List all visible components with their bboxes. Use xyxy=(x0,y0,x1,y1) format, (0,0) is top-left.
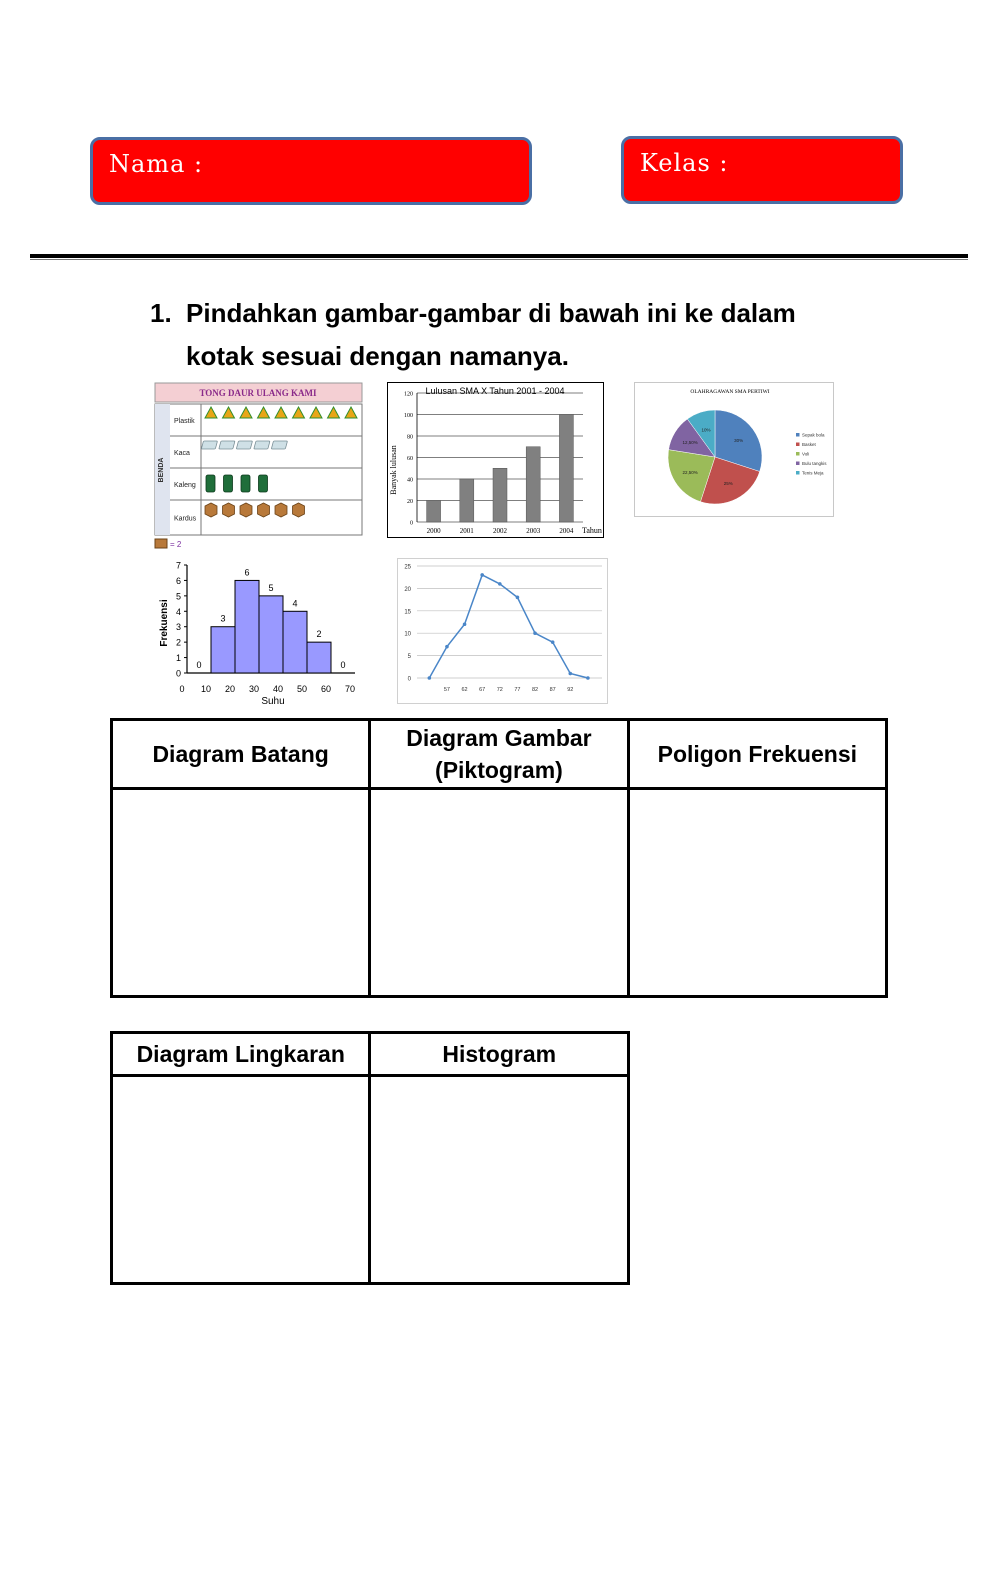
hist-bar xyxy=(211,627,235,673)
bar xyxy=(559,415,573,523)
line-ytick-label: 25 xyxy=(404,564,411,571)
hist-data-label: 5 xyxy=(268,582,274,593)
pictogram-tile[interactable] xyxy=(153,382,365,552)
header-diagram-batang: Diagram Batang xyxy=(112,720,370,789)
histogram-tile[interactable] xyxy=(157,558,372,708)
line-ytick-label: 20 xyxy=(404,586,411,593)
line-ytick-label: 0 xyxy=(407,676,411,683)
bar-chart xyxy=(387,382,604,538)
bar-ytick-label: 60 xyxy=(407,456,413,462)
answer-table-2 xyxy=(110,1031,630,1285)
nama-label: Nama : xyxy=(109,150,204,178)
pie-legend-swatch xyxy=(796,433,800,437)
box-icon xyxy=(223,503,235,517)
header-poligon-frekuensi: Poligon Frekuensi xyxy=(628,720,886,789)
polygon-chart xyxy=(397,558,608,704)
box-icon xyxy=(258,503,270,517)
line-xtick-label: 92 xyxy=(567,687,574,693)
dropzone-diagram-lingkaran[interactable] xyxy=(112,1076,370,1284)
line-xtick-label: 67 xyxy=(479,687,486,693)
kelas-field[interactable] xyxy=(621,136,903,204)
bar-ytick-label: 40 xyxy=(407,477,413,484)
box-icon xyxy=(293,503,305,517)
bar-ytick-label: 20 xyxy=(407,499,413,505)
line-ytick-label: 5 xyxy=(407,654,411,661)
line-point xyxy=(586,676,590,680)
pictogram-row-label: Kardus xyxy=(174,515,197,523)
hist-xtick-label: 0 xyxy=(179,684,185,694)
glass-icon xyxy=(219,441,235,449)
hist-xtick-label: 20 xyxy=(224,684,236,694)
hist-ytick-label: 1 xyxy=(175,653,181,664)
pie-slice-label: 25% xyxy=(723,480,733,486)
bar-xtick-label: 2003 xyxy=(526,527,541,535)
line-point xyxy=(428,676,432,680)
question-text: Pindahkan gambar-gambar di bawah ini ke dalam kotak sesuai dengan namanya. xyxy=(186,298,796,371)
box-icon xyxy=(155,539,167,548)
polygon-tile[interactable] xyxy=(397,558,608,704)
hist-ytick-label: 0 xyxy=(175,668,181,679)
hist-xtick-label: 70 xyxy=(344,684,356,694)
line-xtick-label: 87 xyxy=(549,687,556,693)
hist-data-label: 0 xyxy=(340,660,346,670)
pie-legend-label: Bulu tangkis xyxy=(802,461,827,466)
header-divider xyxy=(30,254,968,258)
dropzone-poligon-frekuensi[interactable] xyxy=(628,789,886,997)
bar xyxy=(460,479,474,522)
can-icon xyxy=(259,475,268,492)
pie-legend-swatch xyxy=(796,471,800,475)
pictogram-axis-label: BENDA xyxy=(158,457,165,483)
pie-slice-label: 10% xyxy=(701,427,711,433)
can-icon xyxy=(206,475,215,492)
pie-slice-label: 22,50% xyxy=(682,470,698,476)
hist-bar xyxy=(259,596,283,673)
hist-xtick-label: 10 xyxy=(200,684,212,694)
bar xyxy=(493,468,507,522)
pictogram-chart xyxy=(153,382,365,552)
answer-table-1 xyxy=(110,718,888,998)
kelas-label: Kelas : xyxy=(640,149,729,177)
hist-xtick-label: 60 xyxy=(320,684,332,694)
line-point xyxy=(463,622,467,626)
line-ytick-label: 15 xyxy=(404,609,411,616)
hist-data-label: 3 xyxy=(220,613,226,624)
pie-legend-label: Basket xyxy=(802,442,816,447)
bar xyxy=(427,501,441,523)
bar-chart-xlabel: Tahun xyxy=(582,526,602,535)
line-xtick-label: 82 xyxy=(531,687,539,693)
line-ytick-label: 10 xyxy=(404,631,411,638)
hist-bar xyxy=(307,642,331,673)
hist-ytick-label: 6 xyxy=(175,575,181,586)
line-point xyxy=(551,640,555,644)
pictogram-row-label: Kaleng xyxy=(174,482,196,489)
pie-legend-label: Tenis Meja xyxy=(802,470,824,476)
glass-icon xyxy=(254,441,270,449)
hist-data-label: 2 xyxy=(316,629,322,640)
hist-xtick-label: 50 xyxy=(296,684,308,694)
line-xtick-label: 77 xyxy=(514,687,521,693)
glass-icon xyxy=(271,441,287,449)
nama-field[interactable] xyxy=(90,137,532,205)
hist-xtick-label: 40 xyxy=(272,684,284,694)
hist-bar xyxy=(283,611,307,673)
dropzone-diagram-batang[interactable] xyxy=(112,789,370,997)
pictogram-key-label: = 2 xyxy=(170,540,182,549)
glass-icon xyxy=(201,441,217,449)
pie-legend-swatch xyxy=(796,462,800,466)
hist-ytick-label: 3 xyxy=(175,622,181,633)
hist-data-label: 6 xyxy=(244,567,250,578)
bar-chart-ylabel: Banyak lulusan xyxy=(389,445,398,495)
pie-legend-label: Sepak bola xyxy=(802,432,825,438)
hist-xtick-label: 30 xyxy=(248,684,260,694)
pie-slice-label: 30% xyxy=(734,437,744,443)
box-icon xyxy=(240,503,252,517)
bar-xtick-label: 2002 xyxy=(493,527,507,535)
hist-bar xyxy=(235,580,259,673)
hist-ytick-label: 7 xyxy=(175,560,181,571)
hist-ytick-label: 2 xyxy=(175,637,181,648)
line-xtick-label: 57 xyxy=(443,687,451,693)
pictogram-key xyxy=(155,539,182,549)
histogram-chart xyxy=(157,558,372,708)
can-icon xyxy=(241,475,250,492)
line-point xyxy=(533,631,537,635)
pie-chart-title: OLAHRAGAWAN SMA PERTIWI xyxy=(690,389,770,395)
header-diagram-lingkaran: Diagram Lingkaran xyxy=(112,1033,370,1076)
bar-xtick-label: 2004 xyxy=(559,527,574,535)
bar-ytick-label: 100 xyxy=(404,413,413,419)
question-number: 1. xyxy=(150,298,172,328)
pictogram-row-label: Kaca xyxy=(174,450,190,457)
header-divider-shadow xyxy=(30,259,968,260)
bar-ytick-label: 120 xyxy=(404,391,413,398)
bar-ytick-label: 0 xyxy=(410,520,413,527)
can-icon xyxy=(224,475,233,492)
hist-data-label: 0 xyxy=(196,660,202,670)
hist-ytick-label: 5 xyxy=(175,591,181,602)
histogram-ylabel: Frekuensi xyxy=(159,599,170,647)
bar-ytick-label: 80 xyxy=(407,434,413,441)
pie-chart xyxy=(634,382,834,517)
pictogram-title: TONG DAUR ULANG KAMI xyxy=(199,388,317,398)
bar-xtick-label: 2001 xyxy=(459,527,474,535)
header-diagram-gambar: Diagram Gambar (Piktogram) xyxy=(370,720,628,789)
hist-data-label: 4 xyxy=(292,598,298,609)
header-histogram: Histogram xyxy=(370,1033,629,1076)
hist-ytick-label: 4 xyxy=(175,606,181,617)
line-point xyxy=(568,672,572,676)
bar-xtick-label: 2000 xyxy=(426,527,441,535)
pie-legend-swatch xyxy=(796,443,800,447)
polygon-chart-frame xyxy=(398,559,608,704)
line-point xyxy=(516,596,520,600)
box-icon xyxy=(275,503,287,517)
dropzone-histogram[interactable] xyxy=(370,1076,629,1284)
line-point xyxy=(480,573,484,577)
glass-icon xyxy=(236,441,252,449)
pie-legend-label: Voli xyxy=(802,451,810,457)
dropzone-diagram-gambar[interactable] xyxy=(370,789,628,997)
histogram-xlabel: Suhu xyxy=(261,696,285,707)
bar-chart-title: Lulusan SMA X Tahun 2001 - 2004 xyxy=(425,386,565,396)
pie-legend-swatch xyxy=(796,452,800,456)
bar xyxy=(526,447,540,522)
pie-slice-label: 12,50% xyxy=(682,439,698,445)
pie-chart-tile[interactable] xyxy=(634,382,834,517)
line-point xyxy=(445,645,449,649)
pictogram-row-label: Plastik xyxy=(174,418,195,425)
line-xtick-label: 72 xyxy=(496,687,503,693)
line-xtick-label: 62 xyxy=(461,687,468,693)
bar-chart-tile[interactable] xyxy=(387,382,604,538)
box-icon xyxy=(205,503,217,517)
line-point xyxy=(498,582,502,586)
